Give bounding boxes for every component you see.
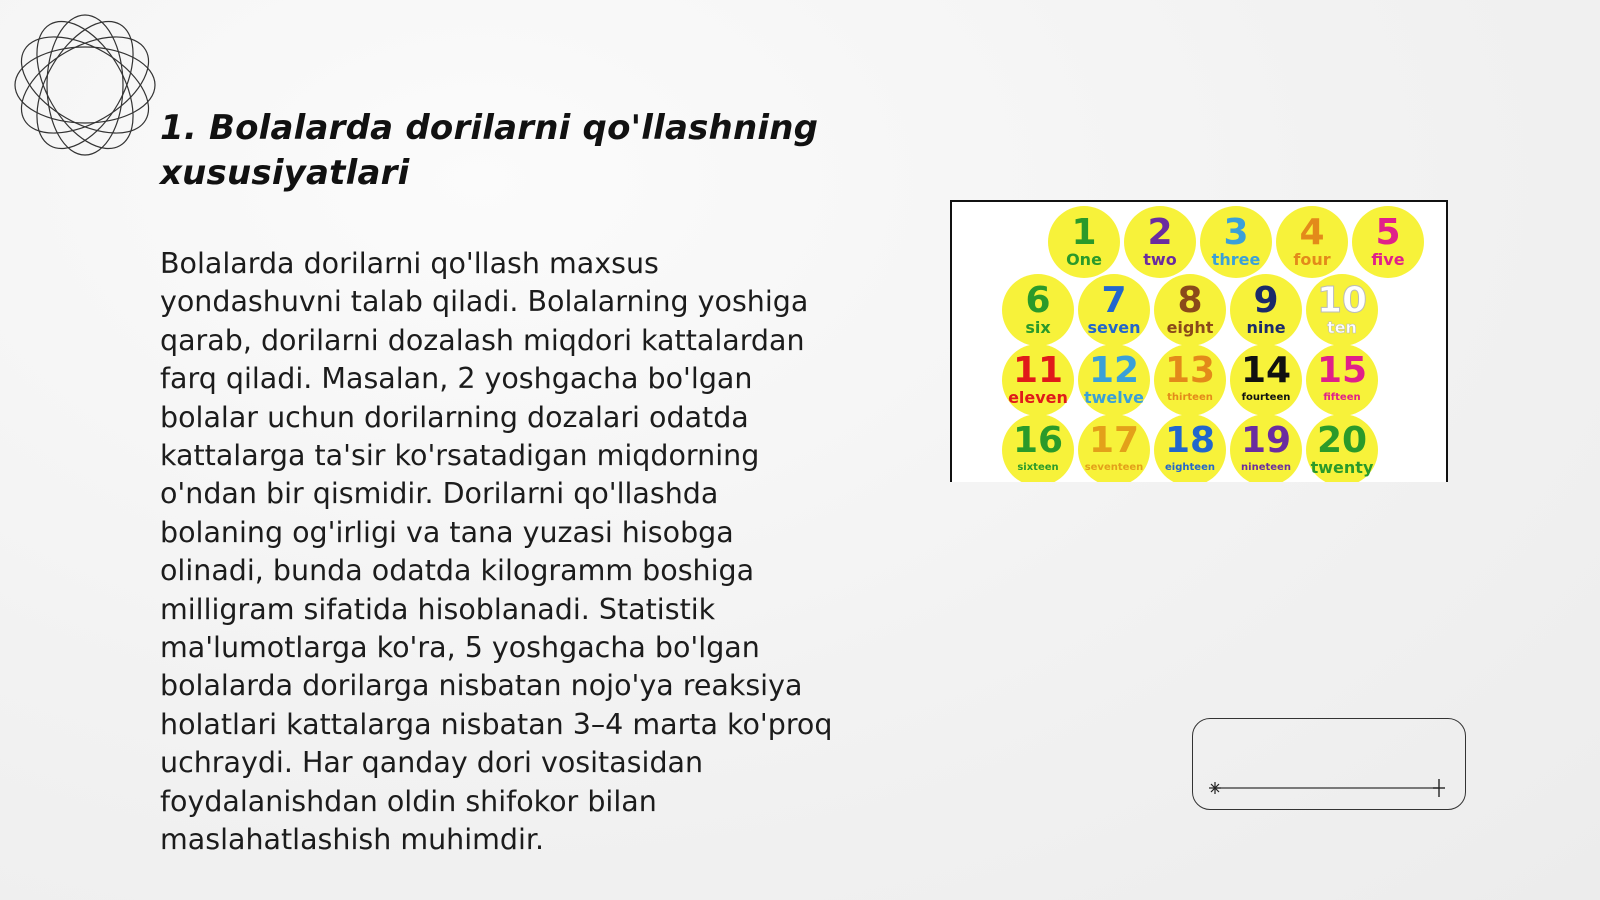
number-bubble — [1306, 274, 1378, 346]
number-digit: 17 — [1088, 420, 1140, 461]
number-bubble — [1230, 344, 1302, 416]
number-word: sixteen — [1017, 462, 1059, 473]
number-digit: 18 — [1164, 420, 1216, 461]
number-word: five — [1371, 250, 1405, 269]
number-digit: 14 — [1240, 350, 1292, 391]
number-word: twelve — [1083, 388, 1145, 407]
number-digit: 6 — [1025, 280, 1051, 321]
number-word: ten — [1327, 318, 1357, 337]
number-bubble — [1306, 414, 1378, 482]
number-digit: 19 — [1240, 420, 1292, 461]
number-digit: 13 — [1164, 350, 1216, 391]
number-bubble — [1154, 344, 1226, 416]
number-word: twenty — [1310, 458, 1374, 477]
number-bubble — [1002, 414, 1074, 482]
number-digit: 3 — [1223, 212, 1249, 253]
numbers-chart-image — [950, 200, 1448, 482]
number-word: seven — [1087, 318, 1141, 337]
number-word: fourteen — [1241, 392, 1291, 403]
number-bubble — [1124, 206, 1196, 278]
number-digit: 4 — [1299, 212, 1325, 253]
number-word: nine — [1246, 318, 1286, 337]
number-bubble — [1078, 274, 1150, 346]
number-word: eighteen — [1165, 462, 1215, 473]
number-bubble — [1002, 344, 1074, 416]
number-word: One — [1066, 250, 1102, 269]
number-digit: 8 — [1177, 280, 1203, 321]
number-digit: 16 — [1012, 420, 1064, 461]
number-bubble — [1078, 344, 1150, 416]
spirograph-ornament-icon — [10, 10, 160, 160]
number-bubble — [1306, 344, 1378, 416]
number-bubble — [1352, 206, 1424, 278]
number-word: six — [1025, 318, 1051, 337]
number-bubble — [1230, 414, 1302, 482]
number-word: thirteen — [1167, 392, 1213, 403]
decorative-line-icon — [1193, 719, 1467, 811]
number-digit: 5 — [1375, 212, 1401, 253]
number-bubble — [1048, 206, 1120, 278]
number-digit: 1 — [1071, 212, 1097, 253]
number-word: seventeen — [1084, 462, 1144, 473]
number-bubble — [1200, 206, 1272, 278]
number-bubble — [1154, 414, 1226, 482]
number-word: nineteen — [1241, 462, 1291, 473]
slide-body-text: Bolalarda dorilarni qo'llash maxsus yondashuvni talab qiladi. Bolalarning yoshiga qarab, dorilarni dozalash miqdori kattalardan farq qiladi. Masalan, 2 yoshgacha bo'lgan bolalar uchun dorilarning dozalari odatda kattalarga ta'sir ko'rsatadigan miqdorning o'ndan bir qismidir. Dorilarni qo'llashda bolaning og'irligi va tana yuzasi hisobga olinadi, bunda odatda kilogramm boshiga milligram sifatida hisoblanadi. Statistik ma'lumotlarga ko'ra, 5 yoshgacha bo'lgan bolalarda dorilarga nisbatan nojo'ya reaksiya holatlari kattalarga nisbatan 3–4 marta ko'proq uchraydi. Har qanday dori vositasidan foydalanishdan oldin shifokor bilan maslahatlashish muhimdir. — [160, 247, 833, 857]
number-word: three — [1211, 250, 1261, 269]
number-word: fifteen — [1323, 392, 1361, 403]
number-bubble — [1154, 274, 1226, 346]
number-word: eight — [1166, 318, 1214, 337]
number-word: eleven — [1008, 388, 1068, 407]
number-bubble — [1230, 274, 1302, 346]
number-digit: 10 — [1316, 280, 1368, 321]
number-digit: 11 — [1012, 350, 1064, 391]
number-bubble — [1002, 274, 1074, 346]
number-digit: 2 — [1147, 212, 1173, 253]
number-digit: 9 — [1253, 280, 1279, 321]
slide-title: 1. Bolalarda dorilarni qo'llashning xususiyatlari — [160, 108, 819, 193]
decorative-frame — [1192, 718, 1466, 810]
number-digit: 12 — [1088, 350, 1140, 391]
number-bubble — [1276, 206, 1348, 278]
number-bubble — [1078, 414, 1150, 482]
number-digit: 15 — [1316, 350, 1368, 391]
number-digit: 20 — [1316, 420, 1368, 461]
number-word: two — [1143, 250, 1177, 269]
number-digit: 7 — [1101, 280, 1127, 321]
number-word: four — [1293, 250, 1331, 269]
